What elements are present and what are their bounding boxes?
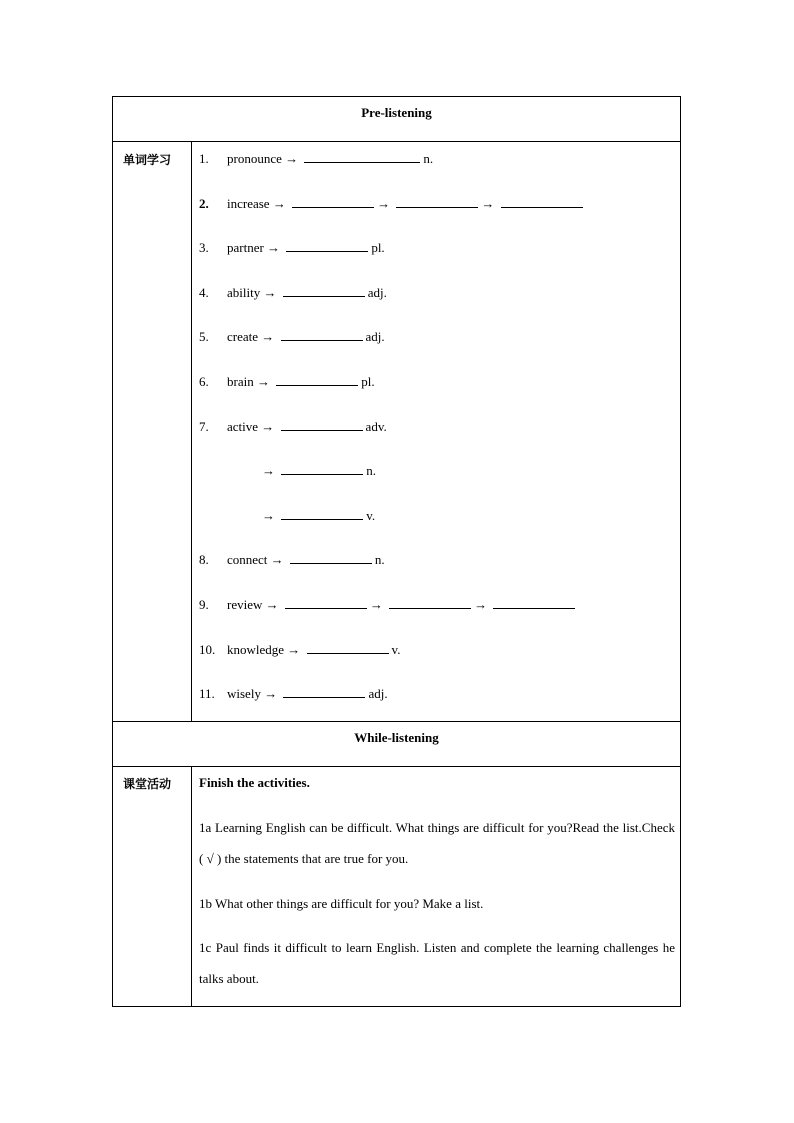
answer-blank[interactable] — [389, 596, 471, 609]
divider — [113, 141, 680, 142]
item-text: → — [369, 597, 387, 612]
item-number: 11. — [199, 686, 215, 702]
while-listening-header: While-listening — [354, 730, 439, 745]
item-text: n. — [374, 552, 385, 568]
item-text: v. — [391, 641, 401, 657]
item-number: 1. — [199, 151, 209, 166]
answer-blank[interactable] — [281, 418, 363, 431]
item-number: 5. — [199, 329, 209, 345]
item-number: 10. — [199, 641, 216, 657]
answer-blank[interactable] — [281, 328, 363, 341]
answer-blank[interactable] — [276, 373, 358, 386]
item-text: pl. — [361, 374, 375, 389]
answer-blank[interactable] — [285, 596, 367, 609]
item-text: adv. — [365, 418, 387, 434]
answer-blank[interactable] — [396, 195, 478, 208]
item-text: connect → — [227, 552, 287, 568]
vocab-item — [199, 551, 385, 567]
item-text: n. — [366, 463, 376, 479]
item-text: → — [474, 597, 491, 612]
activities-heading: Finish the activities. — [199, 775, 310, 790]
vocab-item — [262, 462, 376, 478]
answer-blank[interactable] — [281, 462, 363, 475]
answer-blank[interactable] — [283, 685, 365, 698]
answer-blank[interactable] — [501, 195, 583, 208]
divider — [113, 721, 680, 722]
item-text: create → — [227, 329, 278, 345]
vocab-item — [199, 685, 388, 701]
answer-blank[interactable] — [304, 150, 420, 163]
item-text: n. — [423, 151, 434, 166]
item-text: partner → — [227, 240, 284, 256]
item-text: ability → — [227, 284, 280, 300]
answer-blank[interactable] — [281, 507, 363, 520]
vocab-item — [199, 596, 578, 612]
vocab-item — [262, 507, 375, 523]
item-text: knowledge → — [227, 641, 304, 657]
vocab-item — [199, 150, 433, 166]
vocab-item — [199, 418, 387, 434]
item-number: 6. — [199, 374, 209, 389]
activity-1b: 1b What other things are difficult for you? Make a list. — [199, 896, 484, 911]
item-text: active → — [227, 418, 278, 434]
item-text: → — [377, 195, 394, 211]
vocab-item — [199, 328, 385, 344]
pre-listening-header: Pre-listening — [361, 105, 432, 120]
vocab-item — [199, 284, 387, 300]
answer-blank[interactable] — [292, 195, 374, 208]
item-text: wisely → — [227, 686, 281, 702]
item-text: adj. — [368, 686, 388, 702]
column-divider — [191, 141, 192, 721]
activity-1c: 1c Paul finds it difficult to learn English. Listen and complete the learning challenges he talks about. — [199, 940, 675, 986]
item-number: 2. — [199, 195, 209, 211]
vocab-item — [199, 239, 385, 255]
item-text: v. — [366, 507, 376, 523]
item-text: review → — [227, 597, 282, 612]
vocab-item — [199, 373, 375, 389]
item-text: adj. — [365, 329, 385, 345]
divider — [113, 766, 680, 767]
item-number: 3. — [199, 240, 209, 256]
item-number: 4. — [199, 284, 209, 300]
answer-blank[interactable] — [286, 239, 368, 252]
answer-blank[interactable] — [283, 284, 365, 297]
item-text: → — [262, 507, 279, 523]
vocab-study-label: 单词学习 — [123, 153, 172, 167]
answer-blank[interactable] — [307, 641, 389, 654]
class-activity-label: 课堂活动 — [123, 777, 172, 791]
vocab-item — [199, 195, 586, 211]
item-text: adj. — [367, 284, 387, 300]
activity-1a: 1a Learning English can be difficult. What things are difficult for you?Read the list.Check ( √ ) the statements that are true for you. — [199, 820, 675, 866]
column-divider — [191, 766, 192, 1006]
vocab-item — [199, 641, 400, 657]
answer-blank[interactable] — [290, 551, 372, 564]
item-text: increase → — [227, 195, 290, 211]
item-text: pl. — [371, 240, 385, 256]
item-text: → — [262, 463, 279, 479]
item-text: pronounce → — [227, 151, 302, 166]
item-number: 7. — [199, 418, 209, 434]
item-text: → — [481, 195, 498, 211]
item-text: brain → — [227, 374, 274, 389]
item-number: 8. — [199, 552, 209, 568]
item-number: 9. — [199, 597, 209, 612]
lesson-table — [112, 96, 681, 1007]
answer-blank[interactable] — [493, 596, 575, 609]
